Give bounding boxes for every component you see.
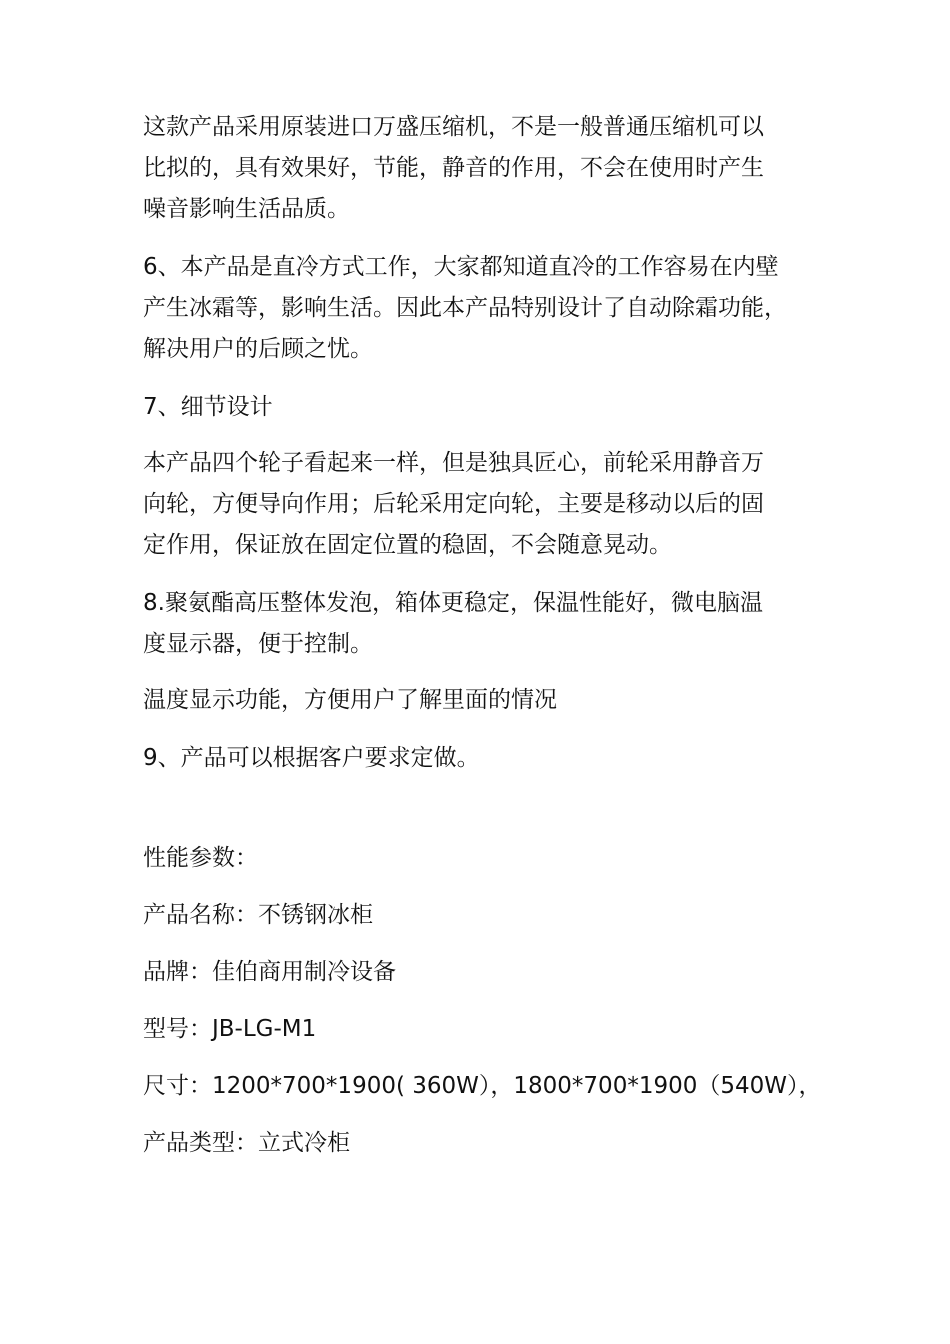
paragraph-2-line-2: 产生冰霜等，影响生活。因此本产品特别设计了自动除霜功能， bbox=[143, 295, 787, 321]
paragraph-4-line-1: 本产品四个轮子看起来一样，但是独具匠心，前轮采用静音万 bbox=[143, 450, 764, 476]
specs-heading: 性能参数： bbox=[143, 845, 258, 871]
spec-item-brand: 品牌：佳伯商用制冷设备 bbox=[143, 959, 396, 985]
section-heading-details: 7、细节设计 bbox=[143, 394, 273, 420]
paragraph-7-line-1: 9、产品可以根据客户要求定做。 bbox=[143, 745, 480, 771]
spec-item-dimensions: 尺寸：1200*700*1900( 360W），1800*700*1900（540W）， bbox=[143, 1073, 822, 1099]
spec-item-model: 型号：JB-LG-M1 bbox=[143, 1016, 317, 1042]
paragraph-1-line-3: 噪音影响生活品质。 bbox=[143, 196, 350, 222]
paragraph-4-line-2: 向轮，方便导向作用；后轮采用定向轮，主要是移动以后的固 bbox=[143, 491, 764, 517]
spec-item-product-name: 产品名称：不锈钢冰柜 bbox=[143, 902, 373, 928]
paragraph-6-line-1: 温度显示功能，方便用户了解里面的情况 bbox=[143, 687, 557, 713]
paragraph-4-line-3: 定作用，保证放在固定位置的稳固，不会随意晃动。 bbox=[143, 532, 672, 558]
paragraph-5-line-2: 度显示器，便于控制。 bbox=[143, 631, 373, 657]
paragraph-1-line-1: 这款产品采用原装进口万盛压缩机，不是一般普通压缩机可以 bbox=[143, 114, 764, 140]
spec-item-product-type: 产品类型：立式冷柜 bbox=[143, 1130, 350, 1156]
paragraph-5-line-1: 8.聚氨酯高压整体发泡，箱体更稳定，保温性能好，微电脑温 bbox=[143, 590, 763, 616]
paragraph-2-line-1: 6、本产品是直冷方式工作，大家都知道直冷的工作容易在内壁 bbox=[143, 254, 779, 280]
paragraph-2-line-3: 解决用户的后顾之忧。 bbox=[143, 336, 373, 362]
paragraph-1-line-2: 比拟的，具有效果好，节能，静音的作用，不会在使用时产生 bbox=[143, 155, 764, 181]
